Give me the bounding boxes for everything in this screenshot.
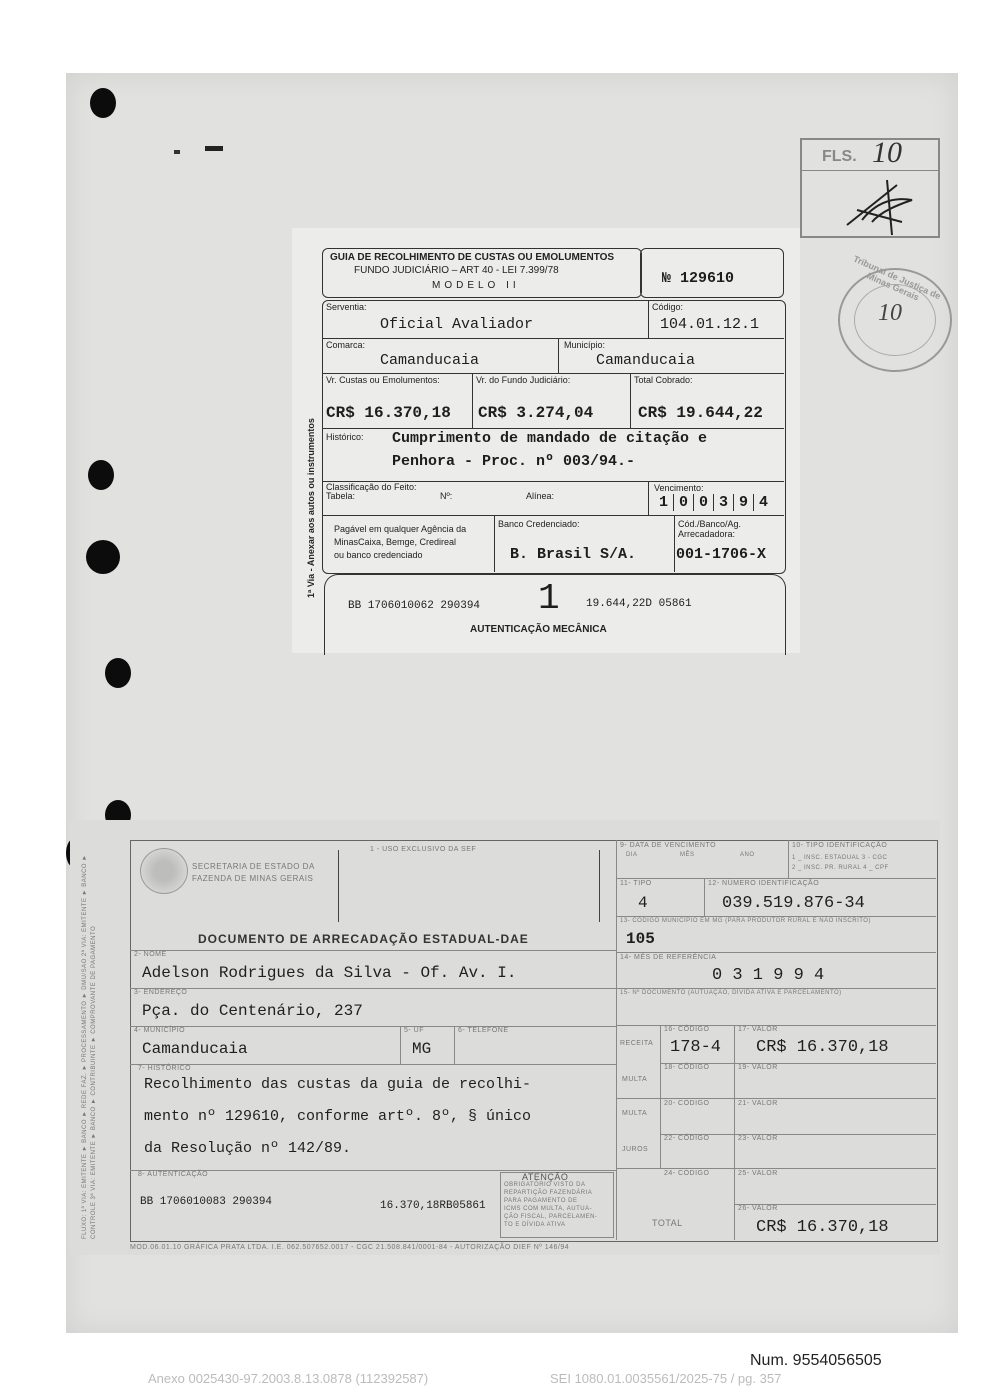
- v26-value: CR$ 16.370,18: [756, 1218, 889, 1237]
- mes-ref-value: 0 3 1 9 9 4: [712, 966, 825, 985]
- minas-emblem-icon: [140, 848, 188, 894]
- uso-exclusivo-box: [338, 850, 600, 922]
- guia-number: № 129610: [662, 270, 735, 287]
- historico-line-2: Penhora - Proc. nº 003/94.-: [392, 453, 636, 470]
- slip-title-2: FUNDO JUDICIÁRIO – ART 40 - LEI 7.399/78: [354, 265, 559, 276]
- vencimento-digit: 9: [734, 494, 754, 511]
- seal-number: 10: [878, 300, 902, 326]
- sei-reference: SEI 1080.01.0035561/2025-75 / pg. 357: [550, 1371, 782, 1386]
- uf-value: MG: [412, 1040, 432, 1058]
- historico-label: Histórico:: [326, 432, 364, 442]
- juros-label: JUROS: [622, 1146, 649, 1153]
- v19-label: 19- VALOR: [738, 1064, 778, 1071]
- seal-text: Tribunal de Justiça de Minas Gerais: [851, 253, 943, 303]
- auth-label: AUTENTICAÇÃO MECÂNICA: [470, 624, 607, 635]
- c18-label: 18- CÓDIGO: [664, 1064, 710, 1071]
- receita-label: RECEITA: [620, 1040, 654, 1047]
- vencimento-digit: 0: [694, 494, 714, 511]
- total-dae-label: TOTAL: [652, 1218, 683, 1228]
- doc-label: 15- Nº DOCUMENTO (AUTUAÇÃO, DÍVIDA ATIVA E PARCELAMENTO): [620, 990, 842, 996]
- historico-dae-line-1: Recolhimento das custas da guia de recolhi-: [144, 1076, 532, 1093]
- mes-ref-label: 14- MÊS DE REFERÊNCIA: [620, 954, 717, 961]
- slip-side-text: 1ª Via - Anexar aos autos ou instrumentos: [306, 418, 316, 598]
- municipio-label: Município:: [564, 340, 606, 350]
- alinea-label: Alínea:: [526, 491, 555, 501]
- cod-banco-value: 001-1706-X: [676, 546, 767, 563]
- autenticacao-right: 16.370,18RB05861: [380, 1200, 486, 1212]
- slip-title-1: GUIA DE RECOLHIMENTO DE CUSTAS OU EMOLUMENTOS: [330, 252, 615, 263]
- punch-hole: [86, 540, 120, 574]
- atencao-title: ATENÇÃO: [522, 1172, 569, 1182]
- tipo-id-label: 10- TIPO IDENTIFICAÇÃO: [792, 842, 888, 849]
- pagavel-line-1: Pagável em qualquer Agência da: [334, 524, 467, 534]
- uso-exclusivo-label: 1 - USO EXCLUSIVO DA SEF: [370, 846, 477, 853]
- multa-label-2: MULTA: [622, 1110, 648, 1117]
- vencimento-digit: 0: [674, 494, 694, 511]
- c22-label: 22- CÓDIGO: [664, 1135, 710, 1142]
- autenticacao-left: BB 1706010083 290394: [140, 1196, 273, 1208]
- c16-value: 178-4: [670, 1038, 722, 1057]
- codigo-value: 104.01.12.1: [660, 316, 760, 333]
- numero-id-label: 12- NÚMERO IDENTIFICAÇÃO: [708, 880, 820, 887]
- banco-label: Banco Credenciado:: [498, 519, 580, 529]
- dia-label: DIA: [626, 852, 638, 858]
- serventia-label: Serventia:: [326, 302, 367, 312]
- anexo-reference: Anexo 0025430-97.2003.8.13.0878 (112392587): [148, 1371, 429, 1386]
- auth-right: 19.644,22D 05861: [586, 598, 692, 610]
- secretaria-line-1: SECRETARIA DE ESTADO DA: [192, 862, 315, 871]
- punch-hole: [90, 88, 116, 118]
- mes-label: MÊS: [680, 852, 695, 858]
- custas-label: Vr. Custas ou Emolumentos:: [326, 375, 440, 385]
- tabela-label: Tabela:: [326, 491, 356, 501]
- multa-label-1: MULTA: [622, 1076, 648, 1083]
- punch-hole: [105, 658, 131, 688]
- atencao-line: TO E DÍVIDA ATIVA: [504, 1222, 566, 1228]
- v17-label: 17- VALOR: [738, 1026, 778, 1033]
- cod-banco-label-2: Arrecadadora:: [678, 529, 736, 539]
- nome-label: 2- NOME: [134, 951, 167, 958]
- dae-title: DOCUMENTO DE ARRECADAÇÃO ESTADUAL-DAE: [198, 932, 529, 946]
- cod-municipio-label: 13- CÓDIGO MUNICÍPIO EM MG (PARA PRODUTOR RURAL E NÃO INSCRITO): [620, 918, 871, 924]
- serventia-value: Oficial Avaliador: [380, 316, 534, 333]
- cod-banco-label-1: Cód./Banco/Ag.: [678, 519, 742, 529]
- cod-municipio-value: 105: [626, 930, 655, 948]
- fls-label: FLS.: [822, 148, 857, 165]
- telefone-label: 6- TELEFONE: [458, 1027, 509, 1034]
- municipio-dae-value: Camanducaia: [142, 1040, 248, 1058]
- c20-label: 20- CÓDIGO: [664, 1100, 710, 1107]
- tipo-value: 4: [638, 894, 648, 912]
- signature-scribble: [802, 140, 938, 236]
- dash-mark: [205, 146, 223, 151]
- historico-dae-line-2: mento nº 129610, conforme artº. 8º, § único: [144, 1108, 532, 1125]
- c24-label: 24- CÓDIGO: [664, 1170, 710, 1177]
- document-number: Num. 9554056505: [750, 1352, 882, 1369]
- atencao-line: PARA PAGAMENTO DE: [504, 1198, 578, 1204]
- dae-side-text: FLUXO: 1ª VIA: EMITENTE ► BANCO ► REDE FAZ. ► PROCESSAMENTO ► DMU/SAO 2ª VIA: EMITENTE ► BANCO ► CONTROLE 3ª VIA: EMITENTE ► BANCO ► CONTRIBUINTE ► COMPROVANTE DE PAGAMENTO: [82, 854, 97, 1239]
- fundo-label: Vr. do Fundo Judiciário:: [476, 375, 571, 385]
- dash-mark: [174, 150, 180, 154]
- dae-bottom-line: MOD.06.01.10 GRÁFICA PRATA LTDA. I.E. 062.507652.0017 - CGC 21.508.841/0001-84 - AUTORIZAÇÃO DIEF Nº 146/94: [130, 1244, 570, 1251]
- fls-number: 10: [872, 136, 902, 169]
- historico-dae-label: 7- HISTÓRICO: [138, 1065, 192, 1072]
- custas-value: CR$ 16.370,18: [326, 404, 451, 422]
- c16-label: 16- CÓDIGO: [664, 1026, 710, 1033]
- slip-title-3: MODELO II: [432, 280, 520, 291]
- endereco-value: Pça. do Centenário, 237: [142, 1002, 363, 1020]
- auth-left: BB 1706010062 290394: [348, 600, 481, 612]
- endereco-label: 3- ENDEREÇO: [134, 989, 188, 996]
- tribunal-seal: [838, 253, 952, 372]
- numero-id-value: 039.519.876-34: [722, 894, 865, 913]
- municipio-value: Camanducaia: [596, 352, 696, 369]
- atencao-line: REPARTIÇÃO FAZENDÁRIA: [504, 1190, 593, 1196]
- atencao-line: OBRIGATÓRIO VISTO DA: [504, 1182, 586, 1188]
- comarca-label: Comarca:: [326, 340, 366, 350]
- nome-value: Adelson Rodrigues da Silva - Of. Av. I.: [142, 964, 517, 982]
- comarca-value: Camanducaia: [380, 352, 480, 369]
- codigo-label: Código:: [652, 302, 684, 312]
- classificacao-label: Classificação do Feito:: [326, 482, 417, 492]
- atencao-line: ÇÃO FISCAL, PARCELAMEN-: [504, 1214, 598, 1220]
- dae-form: [70, 820, 940, 1255]
- ano-label: ANO: [740, 852, 755, 858]
- historico-line-1: Cumprimento de mandado de citação e: [392, 430, 708, 447]
- total-label: Total Cobrado:: [634, 375, 693, 385]
- fls-stamp: [800, 138, 940, 238]
- tipo-id-opt-1: 1 _ INSC. ESTADUAL 3 - CGC: [792, 855, 888, 861]
- banco-value: B. Brasil S/A.: [510, 546, 637, 563]
- punch-hole: [88, 460, 114, 490]
- vencimento-digit: 4: [758, 494, 768, 511]
- atencao-line: ICMS COM MULTA, AUTUA-: [504, 1206, 593, 1212]
- vencimento-dae-label: 9- DATA DE VENCIMENTO: [620, 842, 717, 849]
- v17-value: CR$ 16.370,18: [756, 1038, 889, 1057]
- pagavel-line-3: ou banco credenciado: [334, 550, 423, 560]
- historico-dae-line-3: da Resolução nº 142/89.: [144, 1140, 352, 1157]
- autenticacao-label: 8- AUTENTICAÇÃO: [138, 1171, 209, 1178]
- v21-label: 21- VALOR: [738, 1100, 778, 1107]
- no-label: Nº:: [440, 491, 453, 501]
- total-value: CR$ 19.644,22: [638, 404, 763, 422]
- uf-label: 5- UF: [404, 1027, 424, 1034]
- v26-label: 26- VALOR: [738, 1205, 778, 1212]
- guia-recolhimento-slip: [292, 228, 800, 653]
- auth-mark: 1: [538, 578, 560, 619]
- v25-label: 25- VALOR: [738, 1170, 778, 1177]
- v23-label: 23- VALOR: [738, 1135, 778, 1142]
- vencimento-digit: 1: [654, 494, 674, 511]
- secretaria-line-2: FAZENDA DE MINAS GERAIS: [192, 874, 314, 883]
- vencimento-digit: 3: [714, 494, 734, 511]
- tipo-label: 11- TIPO: [620, 880, 652, 887]
- vencimento-label: Vencimento:: [654, 483, 704, 493]
- vencimento-digits: [654, 494, 773, 511]
- fundo-value: CR$ 3.274,04: [478, 404, 594, 422]
- pagavel-line-2: MinasCaixa, Bemge, Credireal: [334, 537, 457, 547]
- municipio-dae-label: 4- MUNICÍPIO: [134, 1027, 186, 1034]
- tipo-id-opt-2: 2 _ INSC. PR. RURAL 4 _ CPF: [792, 865, 889, 871]
